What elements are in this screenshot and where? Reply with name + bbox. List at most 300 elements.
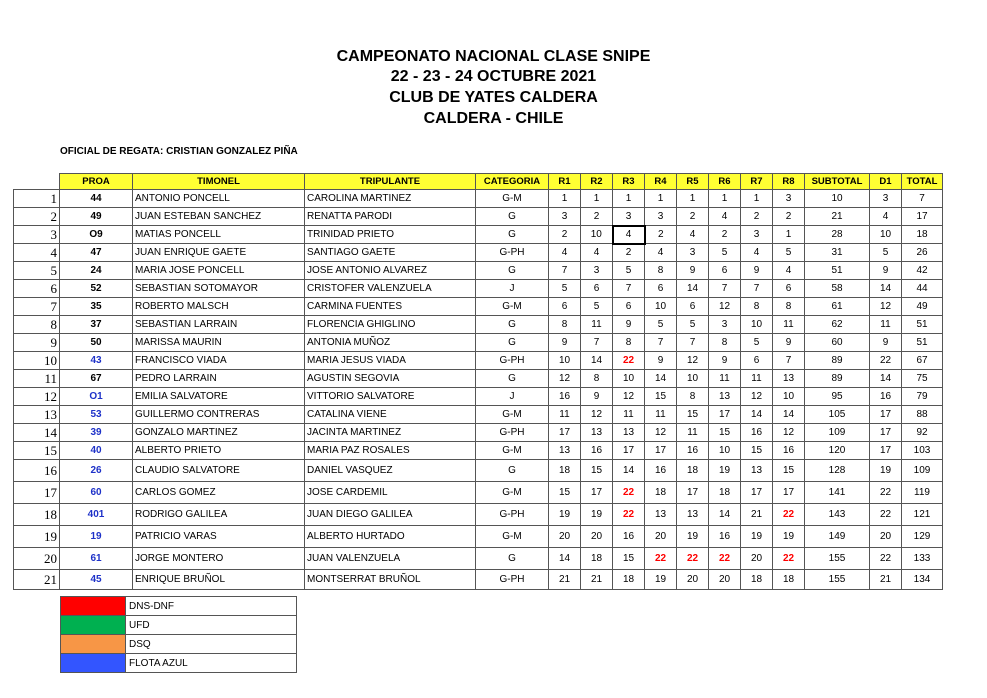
table-row <box>14 504 943 526</box>
subtotal-cell: 89 <box>805 352 870 370</box>
timonel-cell: JORGE MONTERO <box>133 548 305 570</box>
categoria-cell: G-M <box>476 526 549 548</box>
race-cell: 15 <box>613 548 645 570</box>
race-cell: 17 <box>709 406 741 424</box>
race-cell: 1 <box>645 190 677 208</box>
proa-cell: 45 <box>60 570 133 590</box>
race-cell: 5 <box>645 316 677 334</box>
subtotal-cell: 62 <box>805 316 870 334</box>
race-cell: 9 <box>549 334 581 352</box>
race-cell: 16 <box>645 460 677 482</box>
table-row <box>14 298 943 316</box>
categoria-cell: G-PH <box>476 504 549 526</box>
col-header: R6 <box>709 174 741 190</box>
race-cell: 9 <box>773 334 805 352</box>
race-cell: 11 <box>677 424 709 442</box>
tripulante-cell: MARIA PAZ ROSALES <box>305 442 476 460</box>
race-cell: 7 <box>677 334 709 352</box>
race-cell: 1 <box>773 226 805 244</box>
subtotal-cell: 149 <box>805 526 870 548</box>
race-cell: 4 <box>709 208 741 226</box>
subtotal-cell: 128 <box>805 460 870 482</box>
race-cell: 13 <box>709 388 741 406</box>
race-cell: 19 <box>549 504 581 526</box>
subtotal-cell: 58 <box>805 280 870 298</box>
total-cell: 44 <box>902 280 943 298</box>
timonel-cell: CARLOS GOMEZ <box>133 482 305 504</box>
total-cell: 7 <box>902 190 943 208</box>
race-cell: 10 <box>773 388 805 406</box>
row-number: 11 <box>14 370 60 388</box>
race-cell: 9 <box>613 316 645 334</box>
d1-cell: 9 <box>870 334 902 352</box>
table-row <box>14 334 943 352</box>
title-line-1: CAMPEONATO NACIONAL CLASE SNIPE <box>336 48 651 65</box>
proa-cell: 26 <box>60 460 133 482</box>
timonel-cell: MARISSA MAURIN <box>133 334 305 352</box>
race-cell: 1 <box>613 190 645 208</box>
categoria-cell: G-PH <box>476 570 549 590</box>
timonel-cell: SEBASTIAN SOTOMAYOR <box>133 280 305 298</box>
col-header: TRIPULANTE <box>305 174 476 190</box>
col-header: R8 <box>773 174 805 190</box>
subtotal-cell: 21 <box>805 208 870 226</box>
race-cell: 18 <box>645 482 677 504</box>
table-row <box>14 548 943 570</box>
race-cell: 7 <box>645 334 677 352</box>
row-number: 13 <box>14 406 60 424</box>
race-cell: 14 <box>581 352 613 370</box>
proa-cell: 40 <box>60 442 133 460</box>
race-cell: 19 <box>581 504 613 526</box>
race-cell: 22 <box>613 352 645 370</box>
race-cell: 1 <box>741 190 773 208</box>
oficial-de-regata: OFICIAL DE REGATA: CRISTIAN GONZALEZ PIÑA <box>60 146 298 157</box>
d1-cell: 11 <box>870 316 902 334</box>
race-cell: 19 <box>741 526 773 548</box>
row-number: 7 <box>14 298 60 316</box>
subtotal-cell: 61 <box>805 298 870 316</box>
categoria-cell: G <box>476 460 549 482</box>
tripulante-cell: JACINTA MARTINEZ <box>305 424 476 442</box>
proa-cell: O9 <box>60 226 133 244</box>
race-cell: 20 <box>581 526 613 548</box>
race-cell: 13 <box>645 504 677 526</box>
timonel-cell: PEDRO LARRAIN <box>133 370 305 388</box>
results-table <box>13 173 943 590</box>
race-cell: 3 <box>549 208 581 226</box>
race-cell: 6 <box>581 280 613 298</box>
race-cell: 3 <box>613 208 645 226</box>
subtotal-cell: 120 <box>805 442 870 460</box>
race-cell: 1 <box>709 190 741 208</box>
total-cell: 79 <box>902 388 943 406</box>
race-cell: 6 <box>613 298 645 316</box>
timonel-cell: FRANCISCO VIADA <box>133 352 305 370</box>
legend-swatch-green <box>61 616 126 635</box>
race-cell: 13 <box>549 442 581 460</box>
total-cell: 134 <box>902 570 943 590</box>
col-header: R7 <box>741 174 773 190</box>
tripulante-cell: CATALINA VIENE <box>305 406 476 424</box>
race-cell: 18 <box>741 570 773 590</box>
race-cell: 18 <box>613 570 645 590</box>
tripulante-cell: VITTORIO SALVATORE <box>305 388 476 406</box>
race-cell: 13 <box>773 370 805 388</box>
race-cell: 3 <box>677 244 709 262</box>
proa-cell: 67 <box>60 370 133 388</box>
total-cell: 18 <box>902 226 943 244</box>
race-cell: 19 <box>645 570 677 590</box>
race-cell: 16 <box>773 442 805 460</box>
race-cell: 6 <box>709 262 741 280</box>
d1-cell: 22 <box>870 504 902 526</box>
race-cell: 18 <box>549 460 581 482</box>
legend-table <box>60 596 297 673</box>
proa-cell: 37 <box>60 316 133 334</box>
d1-cell: 4 <box>870 208 902 226</box>
race-cell: 6 <box>645 280 677 298</box>
proa-cell: 52 <box>60 280 133 298</box>
race-cell: 17 <box>645 442 677 460</box>
tripulante-cell: MARIA JESUS VIADA <box>305 352 476 370</box>
legend-label: FLOTA AZUL <box>126 654 297 673</box>
proa-cell: 19 <box>60 526 133 548</box>
legend-swatch-blue <box>61 654 126 673</box>
tripulante-cell: CAROLINA MARTINEZ <box>305 190 476 208</box>
race-cell: 22 <box>645 548 677 570</box>
col-header: SUBTOTAL <box>805 174 870 190</box>
d1-cell: 17 <box>870 424 902 442</box>
legend-label: UFD <box>126 616 297 635</box>
race-cell: 8 <box>581 370 613 388</box>
race-cell: 19 <box>773 526 805 548</box>
race-cell: 9 <box>645 352 677 370</box>
race-cell: 9 <box>709 352 741 370</box>
subtotal-cell: 28 <box>805 226 870 244</box>
timonel-cell: MARIA JOSE PONCELL <box>133 262 305 280</box>
row-number: 5 <box>14 262 60 280</box>
race-cell: 15 <box>741 442 773 460</box>
race-cell: 8 <box>549 316 581 334</box>
timonel-cell: MATIAS PONCELL <box>133 226 305 244</box>
race-cell: 2 <box>709 226 741 244</box>
race-cell: 16 <box>581 442 613 460</box>
race-cell: 12 <box>645 424 677 442</box>
timonel-cell: GONZALO MARTINEZ <box>133 424 305 442</box>
race-cell: 15 <box>773 460 805 482</box>
race-cell: 7 <box>773 352 805 370</box>
race-cell: 8 <box>741 298 773 316</box>
tripulante-cell: TRINIDAD PRIETO <box>305 226 476 244</box>
categoria-cell: G-M <box>476 406 549 424</box>
race-cell: 14 <box>549 548 581 570</box>
table-row <box>14 526 943 548</box>
race-cell: 19 <box>709 460 741 482</box>
table-row <box>14 262 943 280</box>
categoria-cell: G <box>476 262 549 280</box>
race-cell: 5 <box>709 244 741 262</box>
race-cell: 12 <box>581 406 613 424</box>
race-cell: 12 <box>773 424 805 442</box>
race-cell: 12 <box>677 352 709 370</box>
race-cell: 2 <box>613 244 645 262</box>
race-cell: 17 <box>741 482 773 504</box>
proa-cell: 44 <box>60 190 133 208</box>
tripulante-cell: JOSE ANTONIO ALVAREZ <box>305 262 476 280</box>
race-cell: 8 <box>645 262 677 280</box>
row-number: 17 <box>14 482 60 504</box>
proa-cell: 50 <box>60 334 133 352</box>
race-cell: 5 <box>741 334 773 352</box>
row-number: 8 <box>14 316 60 334</box>
timonel-cell: RODRIGO GALILEA <box>133 504 305 526</box>
race-cell: 13 <box>581 424 613 442</box>
row-number: 6 <box>14 280 60 298</box>
race-cell: 16 <box>741 424 773 442</box>
race-cell: 15 <box>549 482 581 504</box>
table-row <box>14 190 943 208</box>
categoria-cell: G <box>476 226 549 244</box>
timonel-cell: CLAUDIO SALVATORE <box>133 460 305 482</box>
race-cell: 17 <box>549 424 581 442</box>
d1-cell: 5 <box>870 244 902 262</box>
subtotal-cell: 60 <box>805 334 870 352</box>
race-cell: 5 <box>773 244 805 262</box>
race-cell: 14 <box>645 370 677 388</box>
categoria-cell: G-M <box>476 190 549 208</box>
race-cell: 9 <box>741 262 773 280</box>
categoria-cell: J <box>476 280 549 298</box>
race-cell: 9 <box>677 262 709 280</box>
row-number: 21 <box>14 570 60 590</box>
d1-cell: 14 <box>870 280 902 298</box>
tripulante-cell: CARMINA FUENTES <box>305 298 476 316</box>
subtotal-cell: 31 <box>805 244 870 262</box>
race-cell: 3 <box>773 190 805 208</box>
race-cell: 2 <box>645 226 677 244</box>
race-cell: 10 <box>677 370 709 388</box>
race-cell: 20 <box>645 526 677 548</box>
proa-cell: 61 <box>60 548 133 570</box>
race-cell: 12 <box>549 370 581 388</box>
d1-cell: 19 <box>870 460 902 482</box>
d1-cell: 12 <box>870 298 902 316</box>
d1-cell: 22 <box>870 548 902 570</box>
race-cell: 11 <box>549 406 581 424</box>
col-header: R2 <box>581 174 613 190</box>
race-cell: 13 <box>741 460 773 482</box>
proa-cell: O1 <box>60 388 133 406</box>
total-cell: 88 <box>902 406 943 424</box>
race-cell: 6 <box>741 352 773 370</box>
col-header: CATEGORIA <box>476 174 549 190</box>
d1-cell: 17 <box>870 406 902 424</box>
race-cell: 5 <box>613 262 645 280</box>
categoria-cell: G <box>476 334 549 352</box>
race-cell: 7 <box>741 280 773 298</box>
categoria-cell: G-M <box>476 442 549 460</box>
total-cell: 92 <box>902 424 943 442</box>
categoria-cell: G-PH <box>476 352 549 370</box>
categoria-cell: G-M <box>476 298 549 316</box>
race-cell: 22 <box>773 548 805 570</box>
col-header: D1 <box>870 174 902 190</box>
tripulante-cell: DANIEL VASQUEZ <box>305 460 476 482</box>
timonel-cell: ENRIQUE BRUÑOL <box>133 570 305 590</box>
table-row <box>14 570 943 590</box>
table-row <box>14 244 943 262</box>
row-number: 20 <box>14 548 60 570</box>
subtotal-cell: 155 <box>805 570 870 590</box>
timonel-cell: JUAN ENRIQUE GAETE <box>133 244 305 262</box>
table-row <box>14 370 943 388</box>
subtotal-cell: 95 <box>805 388 870 406</box>
race-cell: 20 <box>709 570 741 590</box>
d1-cell: 20 <box>870 526 902 548</box>
race-cell: 10 <box>709 442 741 460</box>
subtotal-cell: 10 <box>805 190 870 208</box>
table-row <box>14 226 943 244</box>
race-cell: 2 <box>549 226 581 244</box>
title-line-4: CALDERA - CHILE <box>423 110 564 127</box>
categoria-cell: G-PH <box>476 424 549 442</box>
race-cell: 4 <box>741 244 773 262</box>
legend-row <box>61 635 297 654</box>
race-cell: 16 <box>613 526 645 548</box>
row-number: 14 <box>14 424 60 442</box>
title-line-2: 22 - 23 - 24 OCTUBRE 2021 <box>390 68 597 85</box>
race-cell: 21 <box>549 570 581 590</box>
race-cell: 3 <box>581 262 613 280</box>
race-cell: 12 <box>741 388 773 406</box>
proa-cell: 401 <box>60 504 133 526</box>
race-cell: 4 <box>677 226 709 244</box>
race-cell: 7 <box>549 262 581 280</box>
legend-swatch-red <box>61 597 126 616</box>
total-cell: 75 <box>902 370 943 388</box>
tripulante-cell: ANTONIA MUÑOZ <box>305 334 476 352</box>
header-row <box>14 174 943 190</box>
race-cell: 1 <box>581 190 613 208</box>
total-cell: 103 <box>902 442 943 460</box>
categoria-cell: G-PH <box>476 244 549 262</box>
d1-cell: 17 <box>870 442 902 460</box>
race-cell: 14 <box>613 460 645 482</box>
table-row <box>14 406 943 424</box>
race-cell: 16 <box>549 388 581 406</box>
race-cell: 3 <box>741 226 773 244</box>
total-cell: 42 <box>902 262 943 280</box>
race-cell: 11 <box>645 406 677 424</box>
proa-cell: 47 <box>60 244 133 262</box>
subtotal-cell: 51 <box>805 262 870 280</box>
legend-row <box>61 597 297 616</box>
race-cell: 3 <box>709 316 741 334</box>
col-header: TOTAL <box>902 174 943 190</box>
race-cell: 15 <box>645 388 677 406</box>
row-number: 16 <box>14 460 60 482</box>
race-cell: 4 <box>613 226 645 244</box>
race-cell: 17 <box>677 482 709 504</box>
race-cell: 13 <box>677 504 709 526</box>
d1-cell: 14 <box>870 370 902 388</box>
total-cell: 129 <box>902 526 943 548</box>
race-cell: 16 <box>677 442 709 460</box>
row-number: 2 <box>14 208 60 226</box>
race-cell: 10 <box>613 370 645 388</box>
tripulante-cell: JOSE CARDEMIL <box>305 482 476 504</box>
race-cell: 7 <box>613 280 645 298</box>
table-row <box>14 442 943 460</box>
race-cell: 4 <box>773 262 805 280</box>
table-row <box>14 424 943 442</box>
race-cell: 14 <box>741 406 773 424</box>
race-cell: 1 <box>549 190 581 208</box>
race-cell: 15 <box>709 424 741 442</box>
corner-cell <box>14 174 60 190</box>
legend-row <box>61 654 297 673</box>
proa-cell: 35 <box>60 298 133 316</box>
race-cell: 18 <box>581 548 613 570</box>
legend-label: DSQ <box>126 635 297 654</box>
timonel-cell: ALBERTO PRIETO <box>133 442 305 460</box>
legend-label: DNS-DNF <box>126 597 297 616</box>
timonel-cell: SEBASTIAN LARRAIN <box>133 316 305 334</box>
tripulante-cell: SANTIAGO GAETE <box>305 244 476 262</box>
d1-cell: 22 <box>870 482 902 504</box>
categoria-cell: G <box>476 316 549 334</box>
tripulante-cell: AGUSTIN SEGOVIA <box>305 370 476 388</box>
race-cell: 22 <box>709 548 741 570</box>
d1-cell: 16 <box>870 388 902 406</box>
race-cell: 6 <box>677 298 709 316</box>
col-header: R1 <box>549 174 581 190</box>
race-cell: 4 <box>645 244 677 262</box>
subtotal-cell: 143 <box>805 504 870 526</box>
table-row <box>14 482 943 504</box>
race-cell: 2 <box>677 208 709 226</box>
race-cell: 5 <box>549 280 581 298</box>
total-cell: 17 <box>902 208 943 226</box>
race-cell: 8 <box>677 388 709 406</box>
tripulante-cell: ALBERTO HURTADO <box>305 526 476 548</box>
row-number: 19 <box>14 526 60 548</box>
race-cell: 22 <box>773 504 805 526</box>
total-cell: 67 <box>902 352 943 370</box>
table-row <box>14 316 943 334</box>
row-number: 12 <box>14 388 60 406</box>
subtotal-cell: 89 <box>805 370 870 388</box>
categoria-cell: J <box>476 388 549 406</box>
d1-cell: 21 <box>870 570 902 590</box>
col-header: R3 <box>613 174 645 190</box>
race-cell: 17 <box>773 482 805 504</box>
tripulante-cell: JUAN DIEGO GALILEA <box>305 504 476 526</box>
race-cell: 9 <box>581 388 613 406</box>
race-cell: 21 <box>581 570 613 590</box>
col-header: R5 <box>677 174 709 190</box>
race-cell: 20 <box>741 548 773 570</box>
proa-cell: 53 <box>60 406 133 424</box>
timonel-cell: GUILLERMO CONTRERAS <box>133 406 305 424</box>
race-cell: 10 <box>645 298 677 316</box>
race-cell: 8 <box>773 298 805 316</box>
row-number: 10 <box>14 352 60 370</box>
title-line-3: CLUB DE YATES CALDERA <box>389 89 598 106</box>
race-cell: 17 <box>581 482 613 504</box>
tripulante-cell: MONTSERRAT BRUÑOL <box>305 570 476 590</box>
